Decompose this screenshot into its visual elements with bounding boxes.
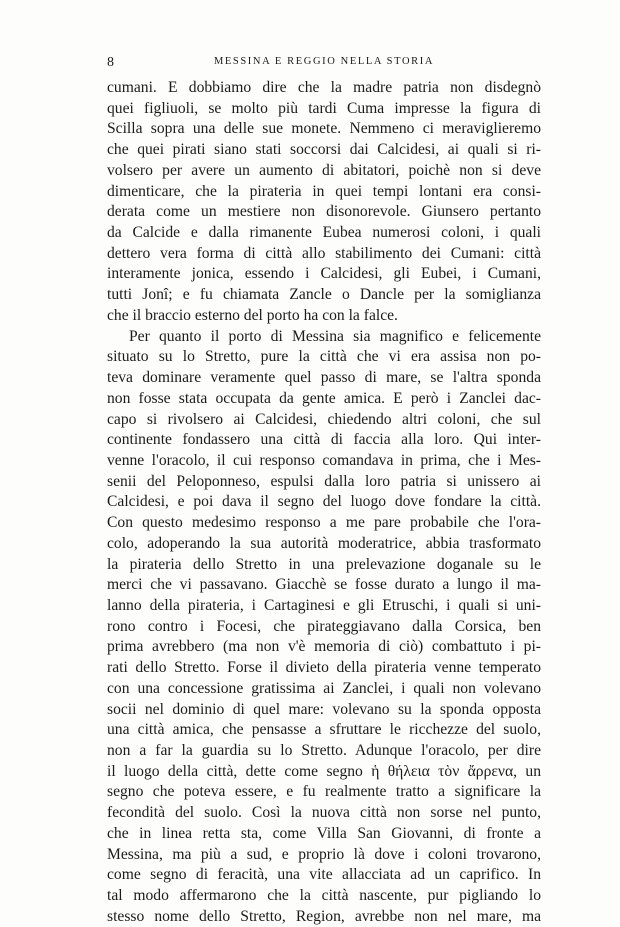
text-line: senii del Peloponneso, espulsi dalla loro patria si unissero ai: [107, 472, 541, 490]
text-line: rono contro i Focesi, che pirateggiavano dalla Corsica, ben: [107, 617, 541, 635]
text-line: quei figliuoli, se molto più tardi Cuma impresse la figura di: [107, 99, 541, 117]
text-line: che in linea retta sta, come Villa San Giovanni, di fronte a: [107, 824, 541, 842]
text-line: cumani. E dobbiamo dire che la madre patria non disdegnò: [107, 79, 541, 96]
text-line: lanno della pirateria, i Cartaginesi e gli Etruschi, i quali si uni-: [107, 596, 541, 614]
text-line: merci che vi passavano. Giacchè se fosse durato a lungo il ma-: [107, 576, 541, 594]
text-line: interamente jonica, essendo i Calcidesi, gli Eubei, i Cumani,: [107, 265, 541, 283]
text-line: situato su lo Stretto, pure la città che vi era assisa non po-: [107, 348, 541, 366]
text-line: venne l'oracolo, il cui responso comandava in prima, che i Mes-: [107, 451, 541, 469]
text-line: socii nel dominio di quel mare: volevano su la sponda opposta: [107, 700, 541, 718]
text-line: fecondità del suolo. Così la nuova città non sorse nel punto,: [107, 804, 541, 822]
running-head: [107, 55, 541, 71]
page-number: 8: [107, 55, 114, 70]
text-line: rati dello Stretto. Forse il divieto della pirateria venne temperato: [107, 659, 541, 677]
text-line: non fosse stata occupata da gente amica. E però i Zanclei dac-: [107, 389, 541, 407]
text-line: derata come un mestiere non disonorevole. Giunsero pertanto: [107, 203, 541, 221]
text-line: da Calcide e dalla rimanente Eubea numerosi coloni, i quali: [107, 224, 541, 242]
text-line: stesso nome dello Stretto, Region, avrebbe non nel mare, ma: [107, 907, 541, 925]
paragraph: [107, 327, 541, 927]
text-line: tal modo affermarono che la città nascente, pur pigliando lo: [107, 887, 541, 905]
text-line: volsero per avere un aumento di abitatori, poichè non si deve: [107, 161, 541, 179]
text-line: che il braccio esterno del porto ha con la falce.: [107, 306, 398, 324]
text-line: Con questo medesimo responso a me pare probabile che l'ora-: [107, 514, 541, 532]
text-line: Calcidesi, e poi dava il segno del luogo dove fondare la città.: [107, 493, 541, 511]
text-line: Per quanto il porto di Messina sia magnifico e felicemente: [129, 327, 541, 345]
text-line: teva dominare veramente quel passo di mare, se l'altra sponda: [107, 369, 541, 387]
text-line: continente fondassero una città di faccia alla loro. Qui inter-: [107, 431, 541, 449]
text-line: prima avrebbero (ma non v'è memoria di ciò) combattuto i pi-: [107, 638, 541, 656]
text-line: come segno di feracità, una vite allacciata ad un caprifico. In: [107, 866, 541, 884]
text-line: una città amica, che pensasse a sfruttare le ricchezze del suolo,: [107, 721, 541, 739]
text-line: Scilla sopra una delle sue monete. Nemmeno ci meraviglieremo: [107, 120, 541, 138]
text-line: segno che poteva essere, e fu realmente tratto a significare la: [107, 783, 541, 801]
text-line: non a far la guardia su lo Stretto. Adunque l'oracolo, per dire: [107, 742, 541, 759]
text-line: dimenticare, che la pirateria in quei tempi lontani era consi-: [107, 182, 541, 200]
text-line: la pirateria dello Stretto in una prelevazione doganale su le: [107, 555, 541, 573]
text-line: capo si rivolsero ai Calcidesi, chiedendo altri coloni, che sul: [107, 410, 541, 428]
text-line: che quei pirati siano stati soccorsi dai Calcidesi, ai quali si ri-: [107, 141, 541, 159]
text-line: il luogo della città, dette come segno ἡ θήλεια τὸν ἄρρενα, un: [107, 762, 541, 780]
text-line: colo, adoperando la sua autorità moderatrice, abbia trasformato: [107, 534, 541, 552]
body-text: [107, 78, 541, 927]
text-line: tutti Jonî; e fu chiamata Zancle o Dancle per la somiglianza: [107, 286, 541, 304]
text-line: dettero vera forma di città allo stabilimento dei Cumani: città: [107, 244, 541, 262]
paragraph: [107, 78, 541, 327]
text-line: con una concessione gratissima ai Zanclei, i quali non volevano: [107, 679, 541, 697]
text-line: Messina, ma più a sud, e proprio là dove i coloni trovarono,: [107, 845, 541, 863]
running-title: MESSINA E REGGIO NELLA STORIA: [213, 56, 435, 67]
